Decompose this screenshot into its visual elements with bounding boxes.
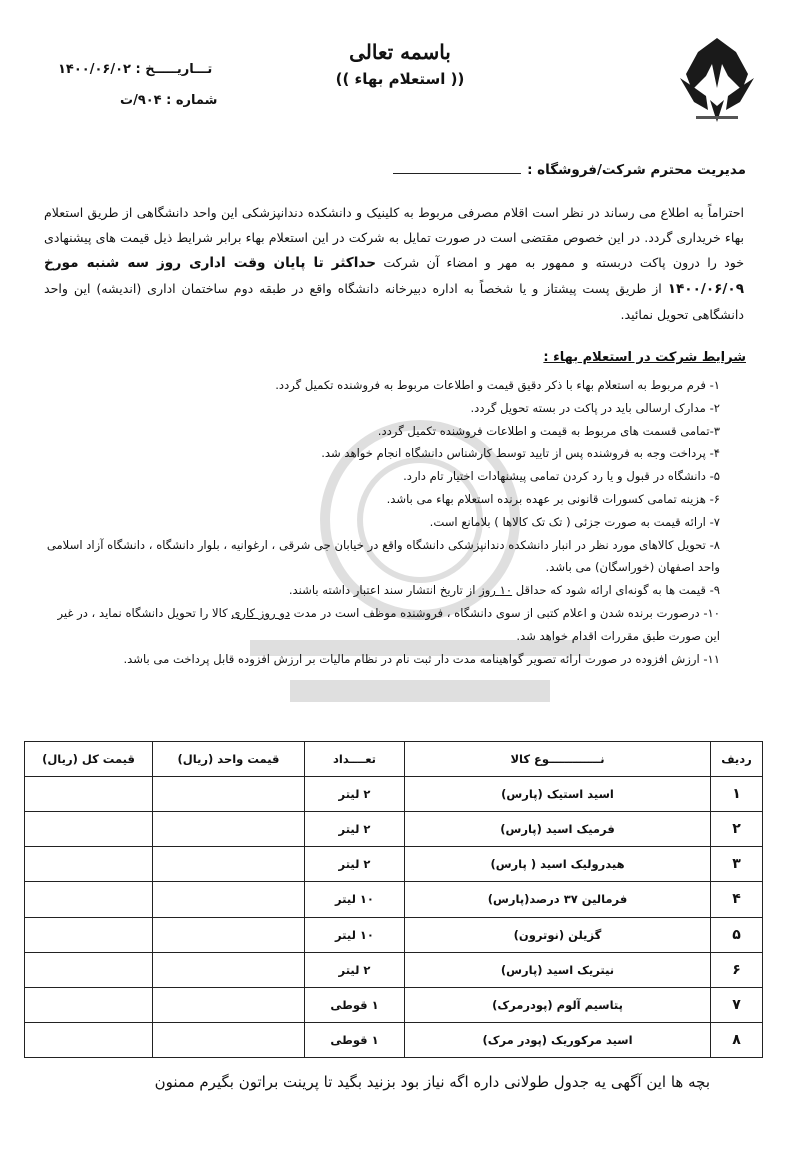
deadline-text: حداکثر تا پایان وقت اداری روز سه شنبه مورخ ۱۴۰۰/۰۶/۰۹ <box>44 255 744 297</box>
date-value: ۱۴۰۰/۰۶/۰۲ <box>58 62 131 77</box>
body-part-2: از طریق پست پیشتاز و یا شخصاً به اداره دبیرخانه دانشگاه واقع در طبقه دوم ساختمان اداری (اندیشه) این واحد دانشگاهی تحویل نمائید. <box>44 281 744 322</box>
total-price-cell[interactable] <box>25 882 153 917</box>
unit-price-cell[interactable] <box>153 987 305 1022</box>
condition-item: ۲- مدارک ارسالی باید در پاکت در بسته تحویل گردد. <box>470 400 720 415</box>
item-qty: ۱۰ لیتر <box>305 917 405 952</box>
condition-item: ۷- ارائه قیمت به صورت جزئی ( تک تک کالاها ) بلامانع است. <box>429 514 720 529</box>
user-comment: بچه ها این آگهی یه جدول طولانی داره اگه نیاز بود بزنید بگید تا پرینت براتون بگیرم ممنون <box>154 1073 710 1091</box>
row-no: ۶ <box>711 952 763 987</box>
item-name: فرمیک اسید (پارس) <box>405 812 711 847</box>
item-name: فرمالین ۳۷ درصد(پارس) <box>405 882 711 917</box>
number-line <box>120 93 217 108</box>
total-price-cell[interactable] <box>25 1022 153 1057</box>
table-row <box>25 917 763 952</box>
unit-price-cell[interactable] <box>153 777 305 812</box>
addressee-line <box>393 162 746 178</box>
condition-9-underlined: ۱۰ روز <box>479 583 513 598</box>
item-qty: ۱ قوطی <box>305 1022 405 1057</box>
addressee-label: مدیریت محترم شرکت/فروشگاه : <box>527 162 746 178</box>
unit-price-cell[interactable] <box>153 1022 305 1057</box>
condition-item: ۴- پرداخت وجه به فروشنده پس از تایید توسط کارشناس دانشگاه انجام خواهد شد. <box>321 446 720 461</box>
condition-item: ۱- فرم مربوط به استعلام بهاء با ذکر دقیق قیمت و اطلاعات مربوط به فروشنده تکمیل گردد. <box>275 378 720 392</box>
unit-price-cell[interactable] <box>153 882 305 917</box>
row-no: ۷ <box>711 987 763 1022</box>
item-qty: ۲ لیتر <box>305 812 405 847</box>
item-qty: ۲ لیتر <box>305 952 405 987</box>
condition-10-underlined: دو روز کاری <box>231 605 290 620</box>
total-price-cell[interactable] <box>25 952 153 987</box>
table-row <box>25 882 763 917</box>
item-qty: ۲ لیتر <box>305 777 405 812</box>
total-price-cell[interactable] <box>25 812 153 847</box>
bismillah-heading: باسمه تعالی <box>349 40 451 64</box>
header-item: نـــــــــــــوع کالا <box>405 742 711 777</box>
table-row <box>25 1022 763 1057</box>
row-no: ۱ <box>711 777 763 812</box>
unit-price-cell[interactable] <box>153 952 305 987</box>
header-qty: تعــــداد <box>305 742 405 777</box>
item-qty: ۲ لیتر <box>305 847 405 882</box>
date-label: تـــاریـــــخ : <box>135 62 213 77</box>
row-no: ۵ <box>711 917 763 952</box>
table-row <box>25 812 763 847</box>
body-part-1: احتراماً به اطلاع می رساند در نظر است اقلام مصرفی مربوط به کلینیک و دانشکده دندانپزشکی این واحد دانشگاهی از طریق استعلام بهاء خریداری گردد. در این خصوص مقتضی است در صورت تمایل به شرکت در این استعلام بهاء برابر شرایط ذیل قیمت های پیشنهادی خود را درون پاکت دربسته و ممهور به مهر و امضاء آن شرکت <box>44 205 744 270</box>
row-no: ۳ <box>711 847 763 882</box>
number-label: شماره : <box>166 93 218 108</box>
header-unit-price: قیمت واحد (ریال) <box>153 742 305 777</box>
total-price-cell[interactable] <box>25 847 153 882</box>
addressee-blank <box>393 163 521 174</box>
item-qty: ۱ قوطی <box>305 987 405 1022</box>
row-no: ۲ <box>711 812 763 847</box>
date-line <box>58 62 212 77</box>
unit-price-cell[interactable] <box>153 812 305 847</box>
condition-item: ۱۱- ارزش افزوده در صورت ارائه تصویر گواهینامه مدت دار ثبت نام در نظام مالیات بر ارزش افزوده قابل پرداخت می باشد. <box>123 651 720 666</box>
header-total-price: قیمت کل (ریال) <box>25 742 153 777</box>
row-no: ۴ <box>711 882 763 917</box>
total-price-cell[interactable] <box>25 777 153 812</box>
item-name: هیدرولیک اسید ( پارس) <box>405 847 711 882</box>
inquiry-title: (( استعلام بهاء )) <box>335 70 465 88</box>
table-row <box>25 777 763 812</box>
condition-item: ۸- تحویل کالاهای مورد نظر در انبار دانشکده دندانپزشکی دانشگاه واقع در خیابان جی شرقی ، ارغوانیه ، بلوار دانشگاه ، دانشگاه آزاد اسلامی واحد اصفهان (خوراسگان) می باشد. <box>46 537 720 575</box>
table-row <box>25 952 763 987</box>
table-header-row <box>25 742 763 777</box>
items-table <box>24 741 763 1058</box>
condition-item-10 <box>44 602 720 648</box>
total-price-cell[interactable] <box>25 917 153 952</box>
condition-item: ۵- دانشگاه در قبول و یا رد کردن تمامی پیشنهادات اختیار تام دارد. <box>403 469 720 484</box>
total-price-cell[interactable] <box>25 987 153 1022</box>
item-name: نیتریک اسید (پارس) <box>405 952 711 987</box>
unit-price-cell[interactable] <box>153 917 305 952</box>
row-no: ۸ <box>711 1022 763 1057</box>
university-logo-icon <box>672 30 762 130</box>
condition-item-9 <box>44 579 720 602</box>
item-name: اسید مرکوریک (پودر مرک) <box>405 1022 711 1057</box>
table-row <box>25 987 763 1022</box>
item-name: اسید استیک (پارس) <box>405 777 711 812</box>
header-row-no: ردیف <box>711 742 763 777</box>
condition-item: ۶- هزینه تمامی کسورات قانونی بر عهده برنده استعلام بهاء می باشد. <box>386 491 720 506</box>
condition-9-text-b: از تاریخ انتشار سند اعتبار داشته باشند. <box>288 583 480 598</box>
number-value: ۹۰۴/ت <box>120 93 162 108</box>
table-row <box>25 847 763 882</box>
condition-10-text-a: ۱۰- درصورت برنده شدن و اعلام کتبی از سوی دانشگاه ، فروشنده موظف است در مدت <box>290 605 720 620</box>
item-name: گزیلن (نوترون) <box>405 917 711 952</box>
condition-item: ۳-تمامی قسمت های مربوط به قیمت و اطلاعات فروشنده تکمیل گردد. <box>377 423 720 438</box>
unit-price-cell[interactable] <box>153 847 305 882</box>
item-name: پتاسیم آلوم (پودرمرک) <box>405 987 711 1022</box>
body-paragraph <box>44 200 744 327</box>
conditions-title: شرایط شرکت در استعلام بهاء : <box>543 350 746 365</box>
conditions-list <box>44 374 720 670</box>
condition-9-text-a: ۹- قیمت ها به گونه‌ای ارائه شود که حداقل <box>512 583 720 598</box>
condition-10-text-b: کالا را تحویل دانشگاه نماید ، در غیر این صورت طبق مقررات اقدام خواهد شد. <box>57 605 720 643</box>
item-qty: ۱۰ لیتر <box>305 882 405 917</box>
